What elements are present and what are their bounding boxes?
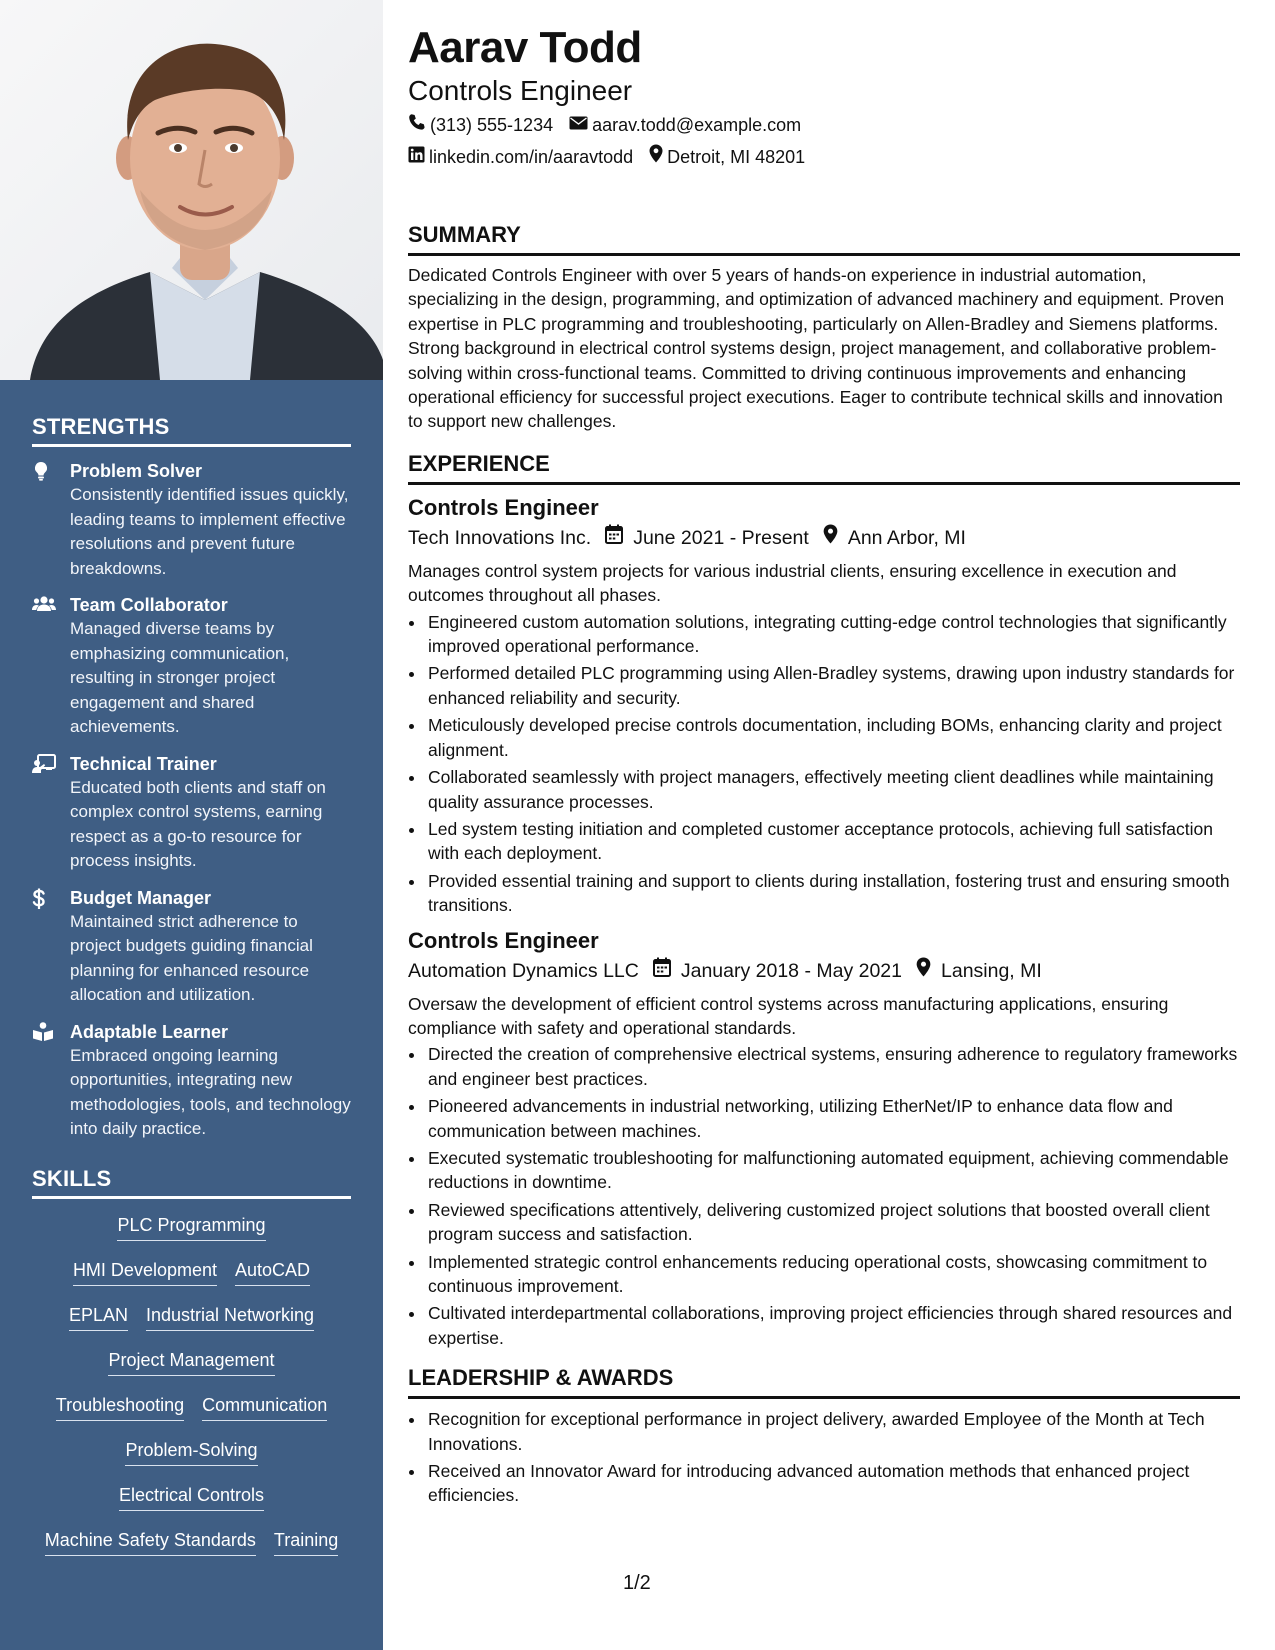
- list-item: • Reviewed specifications attentively, delivering customized project solutions that boosted overall client program success and satisfaction.: [426, 1198, 1240, 1247]
- strength-desc: Consistently identified issues quickly, leading teams to implement effective resolutions and prevent future breakdowns.: [70, 485, 349, 578]
- strength-desc: Embraced ongoing learning opportunities, integrating new methodologies, tools, and technology into daily practice.: [70, 1045, 351, 1138]
- skill-tag: HMI Development: [73, 1258, 217, 1286]
- job-bullets: [408, 610, 1240, 918]
- location-text: Detroit, MI 48201: [667, 146, 806, 167]
- profile-photo: [0, 0, 383, 380]
- list-item: • Directed the creation of comprehensive electrical systems, ensuring adherence to regulatory frameworks and engineer best practices.: [426, 1042, 1240, 1091]
- job-dates-text: June 2021 - Present: [633, 526, 809, 549]
- map-pin-icon: [916, 957, 941, 985]
- skill-tag: Machine Safety Standards: [45, 1528, 256, 1556]
- skills-row: [32, 1393, 351, 1438]
- contact-row: [408, 113, 1240, 137]
- company-name: Tech Innovations Inc.: [408, 526, 592, 549]
- skill-tag: PLC Programming: [117, 1213, 265, 1241]
- strength-title: Technical Trainer: [70, 753, 217, 774]
- job-location-text: Lansing, MI: [941, 959, 1042, 982]
- job-meta: [408, 524, 1240, 552]
- list-item: • Led system testing initiation and completed customer acceptance protocols, achieving full satisfaction with each deployment.: [426, 817, 1240, 866]
- email-text: aarav.todd@example.com: [592, 115, 802, 135]
- summary-text: Dedicated Controls Engineer with over 5 years of hands-on experience in industrial automation, specializing in the design, programming, and optimization of advanced machinery and equipment. Proven expertise in PLC programming and troubleshooting, particularly on Allen-Bradley and Siemens platforms. Strong background in electrical control systems design, project management, and collaborative problem-solving within cross-functional teams. Committed to driving continuous improvements and enhancing operational efficiency for successful project executions. Eager to contribute technical skills and innovation to support new challenges.: [408, 265, 1225, 432]
- chalkboard-teacher-icon: [32, 754, 54, 774]
- skills-row: [32, 1213, 351, 1258]
- contact-row: [408, 144, 1240, 169]
- job-dates: [653, 957, 902, 985]
- linkedin-icon: [408, 145, 429, 169]
- company-name: Automation Dynamics LLC: [408, 959, 639, 982]
- skill-tag: AutoCAD: [235, 1258, 310, 1286]
- skill-tag: Problem-Solving: [125, 1438, 257, 1466]
- book-reader-icon: [32, 1022, 54, 1042]
- list-item: • Engineered custom automation solutions, integrating cutting-edge control technologies that significantly improved operational performance.: [426, 610, 1240, 659]
- job-meta: [408, 957, 1240, 985]
- job-entry: [408, 926, 1240, 1351]
- summary-heading: SUMMARY: [408, 221, 1240, 256]
- skills-row: [32, 1483, 351, 1528]
- skills-row: [32, 1438, 351, 1483]
- leadership-bullets: [408, 1407, 1240, 1508]
- skill-tag: EPLAN: [69, 1303, 128, 1331]
- sidebar: [0, 0, 383, 1650]
- strengths-heading: STRENGTHS: [32, 414, 351, 447]
- dollar-icon: [32, 888, 54, 908]
- phone-text: (313) 555-1234: [430, 115, 554, 135]
- list-item: • Executed systematic troubleshooting for malfunctioning automated equipment, achieving commendable reductions in downtime.: [426, 1146, 1240, 1195]
- job-location: [916, 957, 1042, 985]
- strength-desc: Educated both clients and staff on complex control systems, earning respect as a go-to resource for process insights.: [70, 777, 326, 870]
- candidate-name: Aarav Todd: [408, 23, 642, 72]
- envelope-icon: [569, 113, 592, 137]
- strength-desc: Maintained strict adherence to project budgets guiding financial planning for enhanced resource allocation and utilization.: [70, 911, 313, 1004]
- list-item: • Performed detailed PLC programming using Allen-Bradley systems, drawing upon industry standards for enhanced reliability and security.: [426, 661, 1240, 710]
- job-title: Controls Engineer: [408, 494, 599, 520]
- skills-row: [32, 1258, 351, 1303]
- job-dates-text: January 2018 - May 2021: [680, 959, 902, 982]
- list-item: • Recognition for exceptional performance in project delivery, awarded Employee of the Month at Tech Innovations.: [426, 1407, 1240, 1456]
- skills-row: [32, 1528, 351, 1573]
- job-description: Manages control system projects for various industrial clients, ensuring excellence in execution and outcomes throughout all phases.: [408, 560, 1177, 606]
- strength-item: [32, 1020, 351, 1142]
- job-location: [823, 524, 966, 552]
- job-dates: [605, 524, 809, 552]
- strength-title: Team Collaborator: [70, 595, 228, 615]
- calendar-icon: [653, 957, 681, 985]
- list-item: • Implemented strategic control enhancements reducing operational costs, showcasing commitment to continuous improvement.: [426, 1250, 1240, 1299]
- skill-tag: Training: [274, 1528, 338, 1556]
- job-location-text: Ann Arbor, MI: [847, 526, 966, 549]
- skill-tag: Communication: [202, 1393, 327, 1421]
- skills-row: [32, 1303, 351, 1348]
- email-contact[interactable]: [569, 113, 801, 137]
- strength-item: [32, 593, 351, 740]
- skill-tag: Industrial Networking: [146, 1303, 314, 1331]
- list-item: • Pioneered advancements in industrial networking, utilizing EtherNet/IP to enhance data flow and communication between machines.: [426, 1094, 1240, 1143]
- list-item: • Cultivated interdepartmental collaborations, improving project efficiencies through shared resources and expertise.: [426, 1301, 1240, 1350]
- map-pin-icon: [649, 144, 667, 169]
- skill-tag: Electrical Controls: [119, 1483, 264, 1511]
- job-bullets: [408, 1042, 1240, 1350]
- list-item: • Received an Innovator Award for introducing advanced automation methods that enhanced project efficiencies.: [426, 1459, 1240, 1508]
- skills-list: [32, 1213, 351, 1573]
- job-title: Controls Engineer: [408, 927, 599, 953]
- location-contact: [649, 144, 805, 169]
- lightbulb-icon: [32, 461, 54, 481]
- job-description: Oversaw the development of efficient control systems across manufacturing applications, ensuring compliance with safety and operational standards.: [408, 993, 1169, 1038]
- leadership-heading: LEADERSHIP & AWARDS: [408, 1364, 1240, 1399]
- strength-title: Budget Manager: [70, 887, 212, 908]
- phone-icon: [408, 113, 430, 137]
- skills-heading: SKILLS: [32, 1166, 351, 1199]
- list-item: • Collaborated seamlessly with project managers, effectively meeting client deadlines while maintaining quality assurance processes.: [426, 765, 1240, 814]
- strength-desc: Managed diverse teams by emphasizing communication, resulting in stronger project engagement and shared achievements.: [70, 619, 290, 736]
- page-number: 1/2: [623, 1572, 651, 1594]
- strength-title: Problem Solver: [70, 461, 203, 481]
- calendar-icon: [605, 524, 633, 552]
- skill-tag: Troubleshooting: [56, 1393, 184, 1421]
- linkedin-text: linkedin.com/in/aaravtodd: [429, 146, 634, 167]
- strength-title: Adaptable Learner: [70, 1021, 229, 1042]
- list-item: • Meticulously developed precise controls documentation, including BOMs, enhancing clarity and project alignment.: [426, 713, 1240, 762]
- strength-item: [32, 752, 351, 874]
- map-pin-icon: [823, 524, 848, 552]
- strength-item: [32, 886, 351, 1008]
- sidebar-content: [32, 380, 351, 1573]
- main-content: [408, 0, 1240, 1511]
- skill-tag: Project Management: [108, 1348, 274, 1376]
- users-icon: [32, 595, 54, 615]
- phone-contact: [408, 113, 553, 137]
- strength-item: [32, 459, 351, 581]
- linkedin-contact[interactable]: [408, 145, 633, 169]
- list-item: • Provided essential training and support to clients during installation, fostering trust and ensuring smooth transitions.: [426, 869, 1240, 918]
- candidate-title: Controls Engineer: [408, 75, 633, 106]
- job-entry: [408, 493, 1240, 918]
- experience-heading: EXPERIENCE: [408, 450, 1240, 485]
- skills-row: [32, 1348, 351, 1393]
